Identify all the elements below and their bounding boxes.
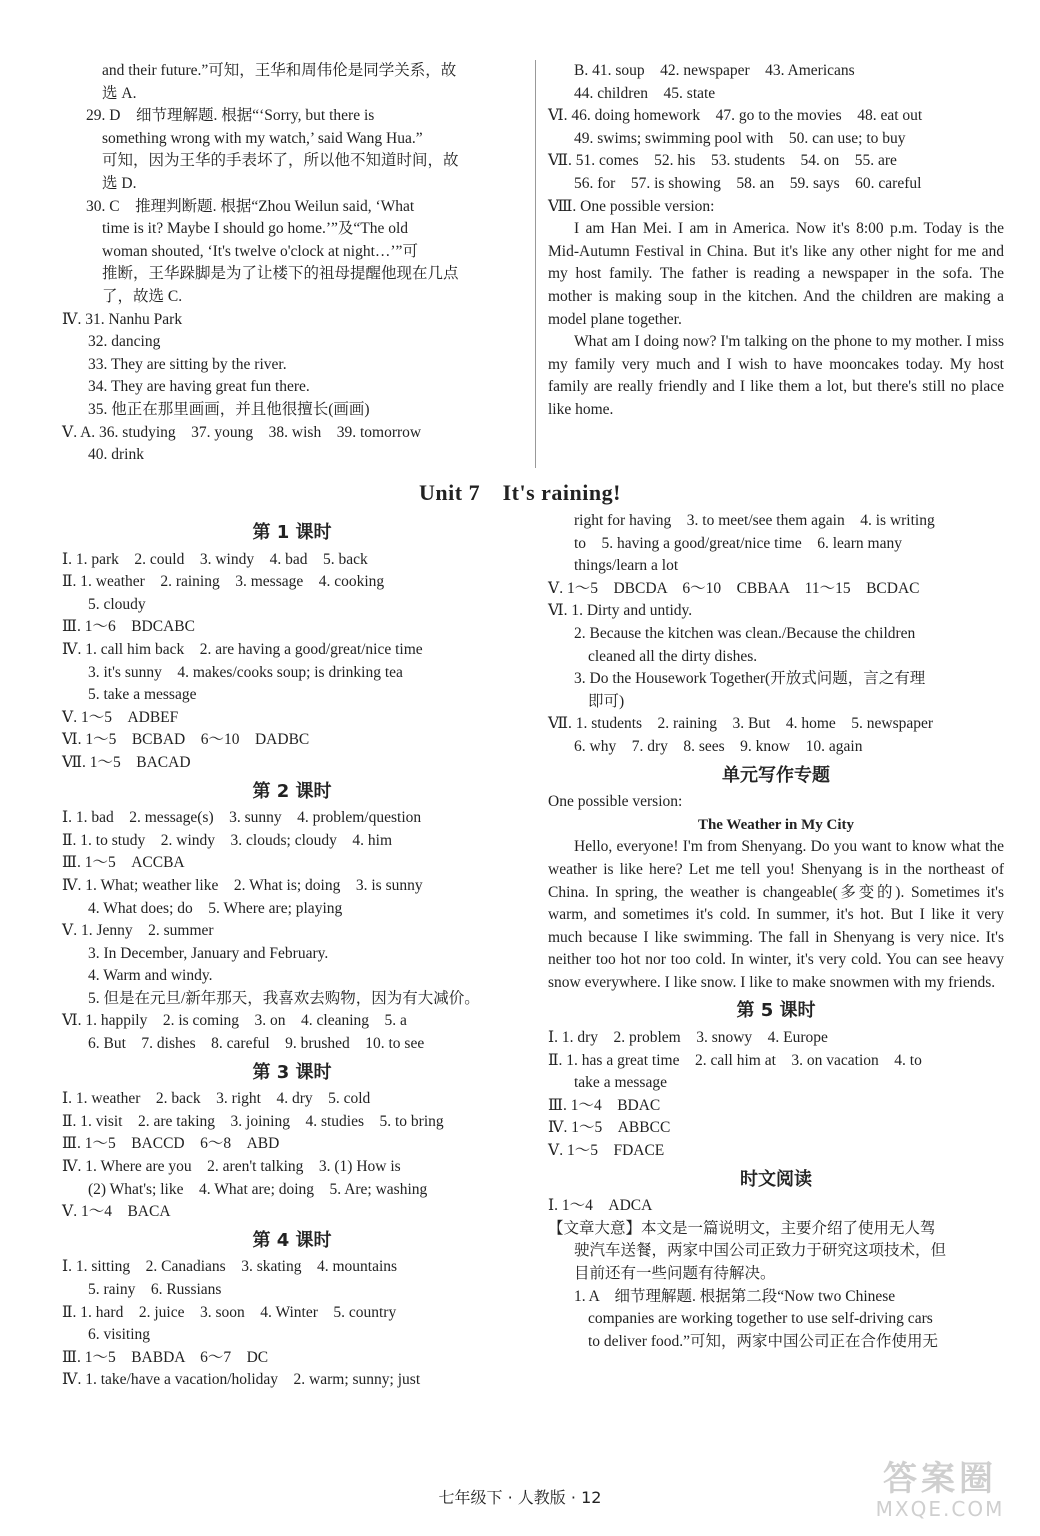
page-footer: 七年级下 · 人教版 · 12 [438, 1488, 602, 1507]
essay-title: The Weather in My City [697, 816, 855, 833]
answer-line: Ⅴ. 1. Jenny 2. summer [62, 922, 214, 940]
answer-line: Ⅲ. 1～4 BDAC [548, 1096, 661, 1114]
answer-line: Ⅲ. 1～6 BDCABC [62, 618, 195, 636]
answer-line: 5. rainy 6. Russians [88, 1281, 222, 1298]
answer-line: 56. for 57. is showing 58. an 59. says 60. careful [574, 174, 922, 192]
answer-line: 34. They are having great fun there. [88, 378, 310, 396]
section-heading: 单元写作专题 [722, 764, 830, 786]
answer-line: Ⅳ. 31. Nanhu Park [62, 310, 183, 328]
answer-line: 44. children 45. state [574, 84, 716, 102]
essay-intro: One possible version: [548, 793, 683, 811]
essay-paragraph: Hello, everyone! I'm from Shenyang. Do you want to know what the weather is like here? Let me tell you! Shenyang is in the northeast of China. In spring, the weather is changeable(多变的). Sometimes it's warm, and sometimes it's cold. In summer, it's hot. But I like it very much because I like swimming. The fall in Shenyang is very nice. It's neither too hot nor too cold. In winter, it's very cold. You can see heavy snow everywhere. I like snow. I like to make snowmen with my friends. [548, 838, 1004, 991]
section-heading: 第 3 课时 [252, 1061, 332, 1083]
answer-line: Ⅱ. 1. to study 2. windy 3. clouds; cloudy 4. him [62, 831, 393, 849]
section-heading: 时文阅读 [740, 1168, 812, 1190]
answer-line: right for having 3. to meet/see them again 4. is writing [574, 512, 935, 529]
answer-line: 49. swims; swimming pool with 50. can use; to buy [574, 129, 906, 147]
answer-line: Ⅵ. 1. happily 2. is coming 3. on 4. cleaning 5. a [62, 1012, 407, 1030]
answer-line: 6. But 7. dishes 8. careful 9. brushed 10. to see [88, 1035, 425, 1053]
answer-line: Ⅰ. 1. bad 2. message(s) 3. sunny 4. problem/question [62, 809, 422, 827]
answer-line: 29. D 细节理解题. 根据“‘Sorry, but there is [86, 107, 375, 125]
answer-line: Ⅳ. 1. Where are you 2. aren't talking 3. (1) How is [62, 1158, 401, 1176]
answer-line: and their future.”可知，王华和周伟伦是同学关系，故 [102, 62, 457, 79]
answer-line: 了，故选 C. [102, 287, 183, 305]
answer-line: 驶汽车送餐，两家中国公司正致力于研究这项技术，但 [574, 1242, 947, 1260]
answer-line: Ⅴ. 1～5 DBCDA 6～10 CBBAA 11～15 BCDAC [548, 579, 920, 597]
watermark-url: MXQE.COM [875, 1497, 1005, 1521]
answer-line: to 5. having a good/great/nice time 6. learn many [574, 534, 902, 552]
answer-line: Ⅴ. 1～4 BACA [62, 1203, 171, 1221]
answer-line: take a message [574, 1074, 667, 1092]
answer-line: Ⅰ. 1. weather 2. back 3. right 4. dry 5. cold [62, 1090, 371, 1108]
answer-line: 6. why 7. dry 8. sees 9. know 10. again [574, 737, 863, 755]
answer-line: to deliver food.”可知，两家中国公司正在合作使用无 [588, 1332, 939, 1350]
answer-line: 3. In December, January and February. [88, 944, 329, 962]
answer-line: Ⅰ. 1. park 2. could 3. windy 4. bad 5. back [62, 550, 368, 568]
bottom-right-column [548, 510, 1004, 1353]
answer-line: 即可) [588, 692, 625, 710]
answer-line: Ⅷ. One possible version: [548, 197, 715, 215]
answer-line: Ⅱ. 1. hard 2. juice 3. soon 4. Winter 5. country [62, 1303, 397, 1321]
answer-line: 【文章大意】本文是一篇说明文，主要介绍了使用无人驾 [548, 1219, 936, 1237]
answer-line: Ⅶ. 1～5 BACAD [62, 753, 191, 771]
answer-line: Ⅶ. 1. students 2. raining 3. But 4. home 5. newspaper [548, 715, 934, 733]
answer-line: 5. 但是在元旦/新年那天，我喜欢去购物，因为有大减价。 [88, 989, 480, 1007]
watermark-text: 答案圈 [883, 1459, 997, 1499]
section-heading: 第 2 课时 [252, 780, 332, 802]
answer-line: Ⅶ. 51. comes 52. his 53. students 54. on 55. are [548, 152, 897, 170]
answer-line: cleaned all the dirty dishes. [588, 647, 758, 665]
essay-paragraph: What am I doing now? I'm talking on the phone to my mother. I miss my family very much and I wish to have mooncakes today. My host family are really friendly and I like them a lot, but there's still no place like home. [548, 333, 1004, 418]
top-right-column [548, 60, 1004, 422]
answer-line: Ⅵ. 1～5 BCBAD 6～10 DADBC [62, 731, 310, 749]
answer-line: Ⅲ. 1～5 BABDA 6～7 DC [62, 1348, 269, 1366]
answer-line: Ⅰ. 1. dry 2. problem 3. snowy 4. Europe [548, 1029, 828, 1047]
answer-line: time is it? Maybe I should go home.’”及“The old [102, 220, 409, 238]
answer-line: 2. Because the kitchen was clean./Because the children [574, 624, 916, 642]
watermark-logo [856, 1460, 1024, 1522]
answer-line: (2) What's; like 4. What are; doing 5. Are; washing [88, 1180, 428, 1198]
answer-line: 5. take a message [88, 686, 197, 704]
answer-line: something wrong with my watch,’ said Wang Hua.” [102, 129, 423, 147]
answer-line: Ⅳ. 1. call him back 2. are having a good/great/nice time [62, 640, 423, 658]
answer-line: Ⅱ. 1. weather 2. raining 3. message 4. cooking [62, 573, 385, 591]
answer-line: 3. Do the Housework Together(开放式问题，言之有理 [574, 670, 926, 688]
answer-line: 5. cloudy [88, 595, 146, 613]
answer-line: 32. dancing [88, 333, 161, 351]
answer-line: Ⅴ. 1～5 FDACE [548, 1142, 665, 1160]
answer-line: woman shouted, ‘It's twelve o'clock at night…’”可 [102, 242, 418, 260]
answer-line: 推断，王华跺脚是为了让楼下的祖母提醒他现在几点 [102, 265, 459, 283]
answer-line: Ⅴ. A. 36. studying 37. young 38. wish 39. tomorrow [62, 423, 422, 441]
answer-line: Ⅲ. 1～5 BACCD 6～8 ABD [62, 1135, 280, 1153]
unit-title: Unit 7 It's raining! [419, 480, 621, 505]
answer-line: Ⅱ. 1. has a great time 2. call him at 3. on vacation 4. to [548, 1051, 922, 1069]
essay-paragraph: I am Han Mei. I am in America. Now it's 8:00 p.m. Today is the Mid-Autumn Festival in China. But it's like any other night for me and my host family. The father is reading a newspaper in the sofa. The mother is making soup in the kitchen. And the children are making a model plane together. [548, 220, 1004, 328]
answer-line: 选 D. [102, 174, 137, 192]
answer-line: companies are working together to use self-driving cars [588, 1310, 933, 1328]
answer-line: Ⅳ. 1～5 ABBCC [548, 1119, 671, 1137]
answer-line: 35. 他正在那里画画，并且他很擅长(画画) [88, 400, 370, 418]
answer-line: 40. drink [88, 446, 144, 464]
answer-line: 33. They are sitting by the river. [88, 355, 287, 373]
section-heading: 第 4 课时 [252, 1229, 332, 1251]
answer-line: Ⅵ. 46. doing homework 47. go to the movies 48. eat out [548, 107, 923, 125]
answer-line: Ⅴ. 1～5 ADBEF [62, 708, 179, 726]
top-left-column [62, 60, 522, 467]
answer-line: things/learn a lot [574, 557, 679, 575]
answer-line: B. 41. soup 42. newspaper 43. Americans [574, 62, 855, 79]
section-heading: 第 5 课时 [736, 1000, 816, 1022]
answer-line: 目前还有一些问题有待解决。 [574, 1265, 776, 1282]
answer-line: Ⅰ. 1. sitting 2. Canadians 3. skating 4. mountains [62, 1258, 398, 1276]
answer-line: 可知，因为王华的手表坏了，所以他不知道时间，故 [102, 152, 459, 170]
answer-line: Ⅳ. 1. take/have a vacation/holiday 2. warm; sunny; just [62, 1371, 421, 1389]
bottom-left-column [62, 516, 522, 1392]
answer-line: 4. Warm and windy. [88, 967, 213, 985]
answer-line: Ⅳ. 1. What; weather like 2. What is; doing 3. is sunny [62, 876, 423, 894]
answer-line: Ⅰ. 1～4 ADCA [548, 1197, 653, 1215]
section-heading: 第 1 课时 [252, 522, 332, 543]
answer-line: 4. What does; do 5. Where are; playing [88, 899, 343, 917]
answer-line: Ⅵ. 1. Dirty and untidy. [548, 602, 693, 620]
column-divider [535, 60, 536, 468]
answer-line: Ⅲ. 1～5 ACCBA [62, 854, 185, 872]
answer-line: 3. it's sunny 4. makes/cooks soup; is drinking tea [88, 663, 403, 681]
answer-line: Ⅱ. 1. visit 2. are taking 3. joining 4. studies 5. to bring [62, 1112, 444, 1130]
answer-line: 选 A. [102, 84, 137, 102]
answer-line: 1. A 细节理解题. 根据第二段“Now two Chinese [574, 1287, 896, 1305]
answer-line: 30. C 推理判断题. 根据“Zhou Weilun said, ‘What [86, 197, 415, 215]
answer-line: 6. visiting [88, 1326, 151, 1344]
